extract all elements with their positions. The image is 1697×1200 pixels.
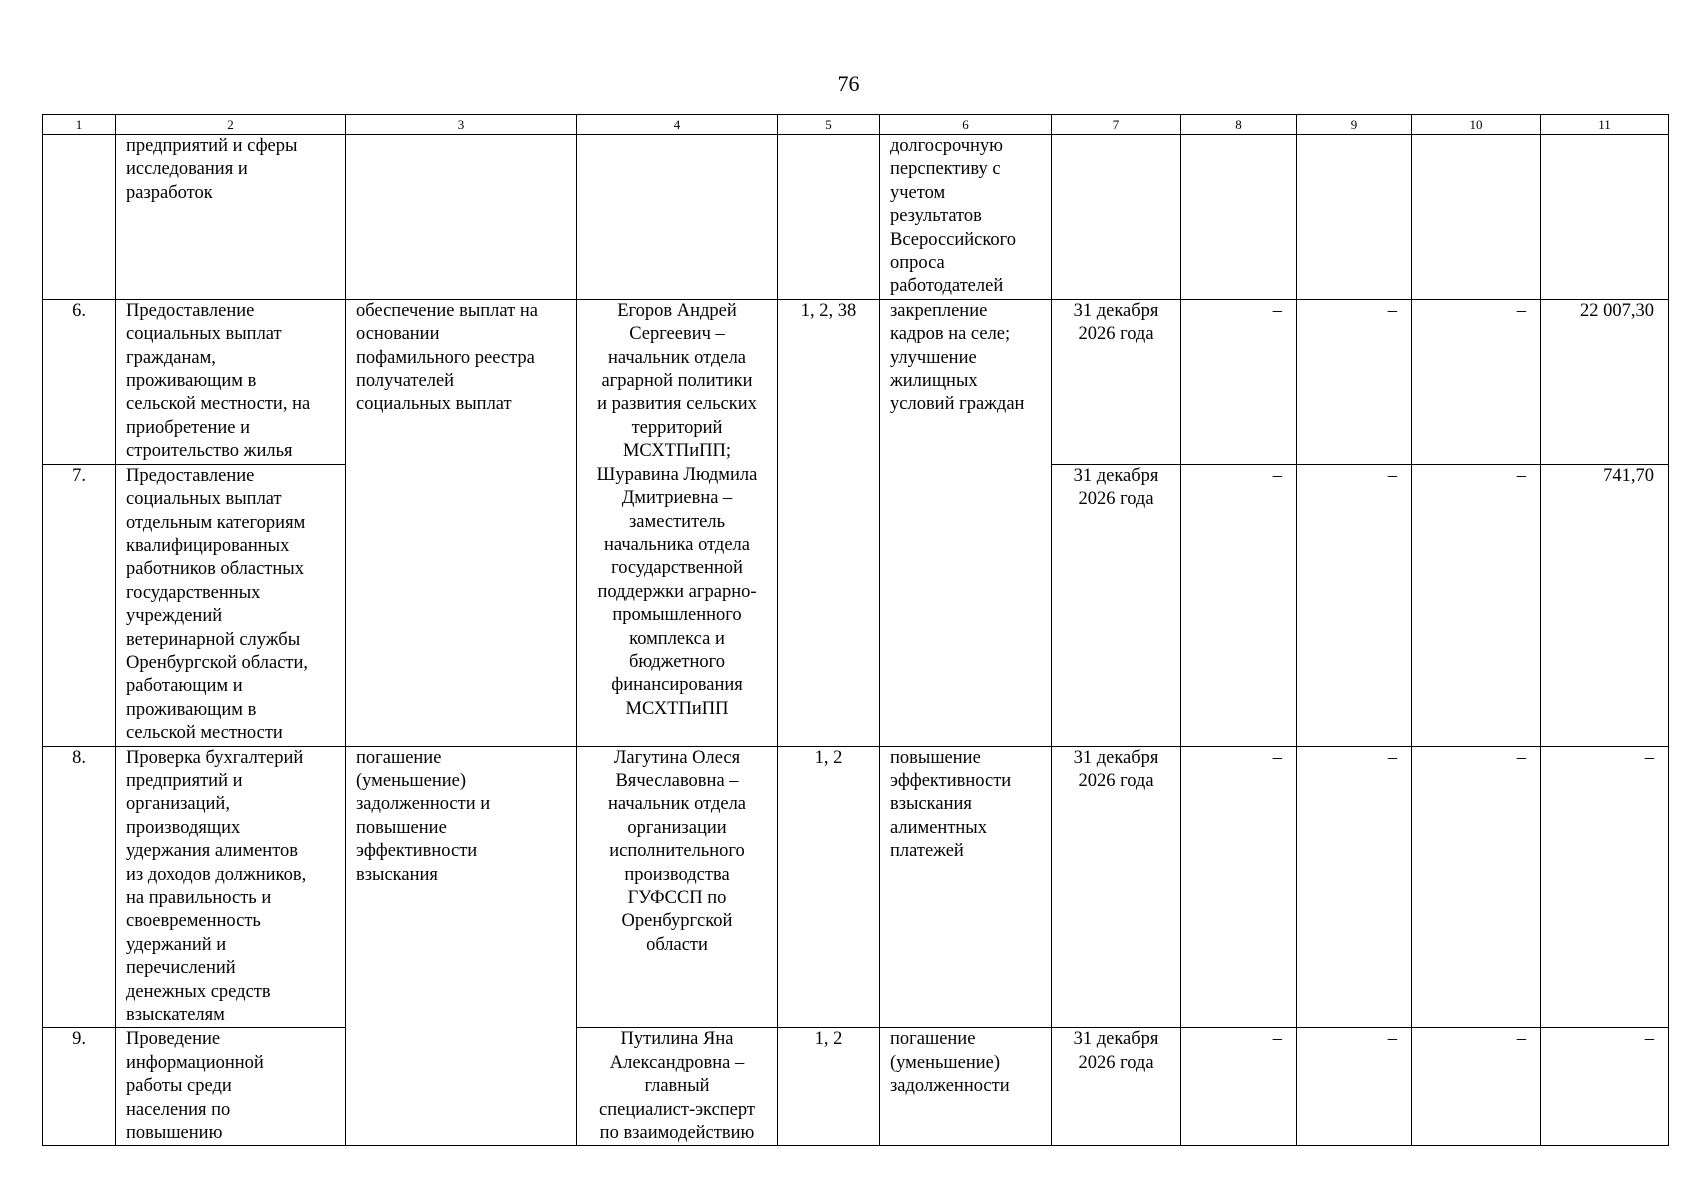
column-number: 7 [1052,115,1181,135]
funding-total-cell: 22 007,30 [1541,299,1669,464]
funding-cell: – [1297,464,1412,746]
responsible-cell [577,1028,778,1146]
funding-cell [1541,135,1669,300]
cell-text-line: Всероссийского [890,229,1017,250]
cell-text-line: Предоставление [126,300,255,321]
cell-text-line: 2026 года [1078,770,1154,791]
cell-text-line: Оренбургской [621,911,733,932]
mechanism-cell [346,299,577,746]
table-row [43,1028,1669,1146]
responsible-cell [577,746,778,1028]
cell-text-line: работников областных [126,559,304,580]
cell-text-line: улучшение [890,347,977,368]
cell-text-line: Путилина Яна [620,1029,734,1050]
column-number: 1 [43,115,116,135]
cell-text-line: жилищных [890,371,978,392]
cell-text-line: поддержки аграрно- [597,581,757,602]
cell-text-line: 2026 года [1078,489,1154,510]
cell-text-line: взыскания [356,864,438,885]
cell-text-line: организаций, [126,794,230,815]
cell-text-line: 31 декабря [1073,300,1159,321]
deadline-cell [1052,135,1181,300]
cell-text-line: работающим и [126,676,243,697]
cell-text-line: Оренбургской области, [126,652,309,673]
funding-cell: – [1181,299,1297,464]
cell-text-line: промышленного [612,605,742,626]
funding-total-cell: 741,70 [1541,464,1669,746]
cell-text-line: взыскания [890,794,972,815]
funding-cell: – [1181,1028,1297,1146]
cell-text-line: Предоставление [126,465,255,486]
event-name-cell [116,135,346,300]
cell-text-line: производства [624,864,730,885]
column-number: 10 [1412,115,1541,135]
cell-text-line: учетом [890,182,946,203]
cell-text-line: и развития сельских [597,394,757,415]
cell-text-line: 2026 года [1078,324,1154,345]
funding-cell: – [1297,1028,1412,1146]
cell-text-line: работы среди [126,1076,232,1097]
cell-text-line: социальных выплат [126,489,282,510]
cell-text-line: главный [644,1076,710,1097]
cell-text-line: перспективу с [890,159,1001,180]
cell-text-line: погашение [890,1029,976,1050]
mechanism-cell [346,135,577,300]
cell-text-line: сельской местности, на [126,394,311,415]
cell-text-line: на правильность и [126,888,272,908]
cell-text-line: алиментных [890,817,987,838]
cell-text-line: задолженности [890,1076,1010,1097]
deadline-cell [1052,464,1181,746]
cell-text-line: информационной [126,1052,264,1073]
cell-text-line: начальник отдела [607,347,747,368]
row-number-cell [43,135,116,300]
deadline-cell [1052,746,1181,1028]
funding-cell: – [1297,746,1412,1028]
funding-total-cell: – [1541,746,1669,1028]
cell-text-line: строительство жилья [126,441,293,462]
row-number-cell: 8. [43,746,116,1028]
cell-text-line: сельской местности [126,723,283,744]
cell-text-line: комплекса и [629,628,725,649]
cell-text-line: специалист-эксперт [599,1099,755,1120]
cell-text-line: аграрной политики [601,371,753,392]
indicator-cell [778,135,880,300]
cell-text-line: государственных [126,582,261,603]
cell-text-line: производящих [126,817,241,838]
cell-text-line: задолженности и [356,794,491,815]
cell-text-line: отдельным категориям [126,512,306,533]
cell-text-line: проживающим в [126,371,257,392]
cell-text-line: кадров на селе; [890,324,1011,345]
cell-text-line: работодателей [890,276,1004,297]
cell-text-line: взыскателям [126,1005,225,1026]
funding-cell [1297,135,1412,300]
table-row [43,746,1669,1028]
cell-text-line: удержаний и [126,934,227,955]
cell-text-line: гражданам, [126,347,216,368]
cell-text-line: приобретение и [126,417,251,438]
cell-text-line: бюджетного [628,651,726,672]
cell-text-line: области [646,934,708,955]
funding-cell [1181,135,1297,300]
page-number: 76 [837,71,860,96]
cell-text-line: получателей [356,371,455,392]
cell-text-line: Проверка бухгалтерий [126,747,304,768]
deadline-cell [1052,1028,1181,1146]
cell-text-line: проживающим в [126,699,257,720]
cell-text-line: территорий [631,417,723,438]
table-row [43,299,1669,464]
column-number: 3 [346,115,577,135]
indicator-cell: 1, 2 [778,1028,880,1146]
cell-text-line: финансирования [611,675,743,696]
row-number-cell: 7. [43,464,116,746]
event-name-cell [116,746,346,1028]
funding-cell: – [1412,299,1541,464]
cell-text-line: государственной [611,558,743,579]
funding-cell: – [1181,746,1297,1028]
cell-text-line: Александровна – [609,1052,745,1073]
responsible-cell [577,135,778,300]
cell-text-line: Вячеславовна – [615,770,739,791]
row-number-cell: 9. [43,1028,116,1146]
cell-text-line: 31 декабря [1073,747,1159,768]
cell-text-line: денежных средств [126,981,271,1002]
event-name-cell [116,1028,346,1146]
funding-cell: – [1412,746,1541,1028]
cell-text-line: исследования и [126,159,248,180]
cell-text-line: (уменьшение) [890,1052,1001,1073]
cell-text-line: ГУФССП по [627,888,727,908]
cell-text-line: социальных выплат [356,394,512,415]
indicator-cell: 1, 2 [778,746,880,1028]
cell-text-line: эффективности [890,770,1012,791]
cell-text-line: удержания алиментов [126,841,299,862]
deadline-cell [1052,299,1181,464]
column-number: 2 [116,115,346,135]
column-number: 4 [577,115,778,135]
cell-text-line: организации [627,817,727,838]
cell-text-line: условий граждан [890,394,1025,415]
mechanism-cell [346,746,577,1146]
indicator-cell: 1, 2, 38 [778,299,880,746]
cell-text-line: населения по [126,1099,231,1120]
responsible-cell [577,299,778,746]
cell-text-line: по взаимодействию [599,1123,755,1144]
cell-text-line: учреждений [126,606,223,627]
funding-cell [1412,135,1541,300]
cell-text-line: долгосрочную [890,136,1003,156]
cell-text-line: эффективности [356,841,478,862]
cell-text-line: обеспечение выплат на [356,300,538,321]
cell-text-line: МСХТПиПП; [622,441,732,462]
cell-text-line: пофамильного реестра [356,347,535,368]
cell-text-line: из доходов должников, [126,864,307,885]
cell-text-line: Дмитриевна – [621,488,733,509]
cell-text-line: основании [356,324,440,345]
column-number: 8 [1181,115,1297,135]
cell-text-line: предприятий и [126,770,243,791]
cell-text-line: своевременность [126,911,261,932]
cell-text-line: разработок [126,182,213,203]
cell-text-line: повышение [356,817,447,838]
cell-text-line: заместитель [628,511,726,532]
column-number: 5 [778,115,880,135]
funding-cell: – [1181,464,1297,746]
result-cell [880,135,1052,300]
cell-text-line: опроса [890,253,945,274]
column-number: 11 [1541,115,1669,135]
funding-total-cell: – [1541,1028,1669,1146]
cell-text-line: предприятий и сферы [126,136,298,156]
row-number-cell: 6. [43,299,116,464]
cell-text-line: МСХТПиПП [625,698,729,719]
cell-text-line: повышение [890,747,981,768]
cell-text-line: закрепление [890,300,988,321]
result-cell [880,1028,1052,1146]
cell-text-line: 31 декабря [1073,1029,1159,1050]
event-name-cell [116,464,346,746]
cell-text-line: (уменьшение) [356,770,467,791]
cell-text-line: Сергеевич – [629,324,725,345]
cell-text-line: исполнительного [609,841,745,862]
cell-text-line: начальник отдела [607,794,747,815]
funding-cell: – [1412,464,1541,746]
cell-text-line: повышению [126,1123,223,1144]
cell-text-line: 31 декабря [1073,465,1159,486]
column-number: 9 [1297,115,1412,135]
cell-text-line: ветеринарной службы [126,629,301,650]
cell-text-line: Проведение [126,1029,221,1050]
cell-text-line: Лагутина Олеся [613,747,741,768]
cell-text-line: результатов [890,206,982,227]
cell-text-line: Егоров Андрей [617,300,737,321]
cell-text-line: Шуравина Людмила [596,464,758,485]
funding-cell: – [1297,299,1412,464]
funding-cell: – [1412,1028,1541,1146]
cell-text-line: начальника отдела [604,534,750,555]
event-name-cell [116,299,346,464]
result-cell [880,299,1052,746]
cell-text-line: платежей [890,841,964,862]
table-row [43,135,1669,300]
cell-text-line: погашение [356,747,442,768]
cell-text-line: 2026 года [1078,1052,1154,1073]
plan-table [42,114,1669,1146]
cell-text-line: квалифицированных [126,535,290,556]
column-number: 6 [880,115,1052,135]
cell-text-line: социальных выплат [126,324,282,345]
cell-text-line: перечислений [126,958,236,979]
result-cell [880,746,1052,1028]
column-number-row [43,115,1669,135]
